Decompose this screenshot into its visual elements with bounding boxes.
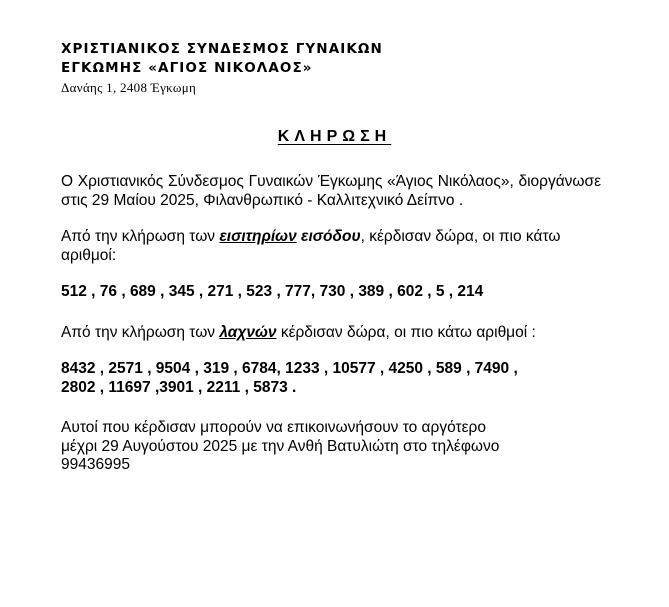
organization-name-line-1: ΧΡΙΣΤΙΑΝΙΚΟΣ ΣΥΝΔΕΣΜΟΣ ΓΥΝΑΙΚΩΝ: [61, 41, 383, 57]
closing-line-2: μέχρι 29 Αυγούστου 2025 με την Ανθή Βατυλιώτη στο τηλέφωνο: [61, 437, 500, 455]
organization-address: Δανάης 1, 2408 Έγκωμη: [61, 80, 197, 95]
document-body: [61, 173, 601, 475]
raffle-keyword: λαχνών: [219, 323, 277, 341]
intro-paragraph: Ο Χριστιανικός Σύνδεσμος Γυναικών Έγκωμης «Άγιος Νικόλαος», διοργάνωσε στις 29 Μαίου 2025, Φιλανθρωπικό - Καλλιτεχνικό Δείπνο .: [61, 173, 601, 209]
organization-name-line-2: ΕΓΚΩΜΗΣ «ΑΓΙΟΣ ΝΙΚΟΛΑΟΣ»: [61, 60, 313, 76]
page-title: ΚΛΗΡΩΣΗ: [277, 128, 392, 145]
ticket-numbers: 512 , 76 , 689 , 345 , 271 , 523 , 777, 730 , 389 , 602 , 5 , 214: [61, 283, 484, 300]
raffle-numbers-line-1: 8432 , 2571 , 9504 , 319 , 6784, 1233 , 10577 , 4250 , 589 , 7490 ,: [61, 360, 518, 377]
tickets-suffix: , κέρδισαν δώρα, οι πιο κάτω αριθμοί:: [61, 228, 561, 264]
raffle-paragraph: [61, 324, 601, 343]
raffle-numbers: [61, 360, 601, 397]
tickets-paragraph: [61, 228, 601, 265]
closing-line-1: Αυτοί που κέρδισαν μπορούν να επικοινωνήσουν το αργότερο: [61, 419, 486, 436]
raffle-suffix: κέρδισαν δώρα, οι πιο κάτω αριθμοί :: [276, 323, 536, 341]
closing-paragraph: [61, 419, 601, 475]
tickets-prefix: Από την κλήρωση των: [61, 228, 220, 245]
tickets-keyword: εισόδου: [301, 228, 361, 245]
letterhead: [61, 40, 383, 97]
tickets-keyword-underlined: εισιτηρίων: [219, 228, 297, 245]
contact-phone: 99436995: [61, 456, 130, 473]
raffle-prefix: Από την κλήρωση των: [61, 323, 220, 341]
raffle-numbers-line-2: 2802 , 11697 ,3901 , 2211 , 5873 .: [61, 378, 297, 396]
